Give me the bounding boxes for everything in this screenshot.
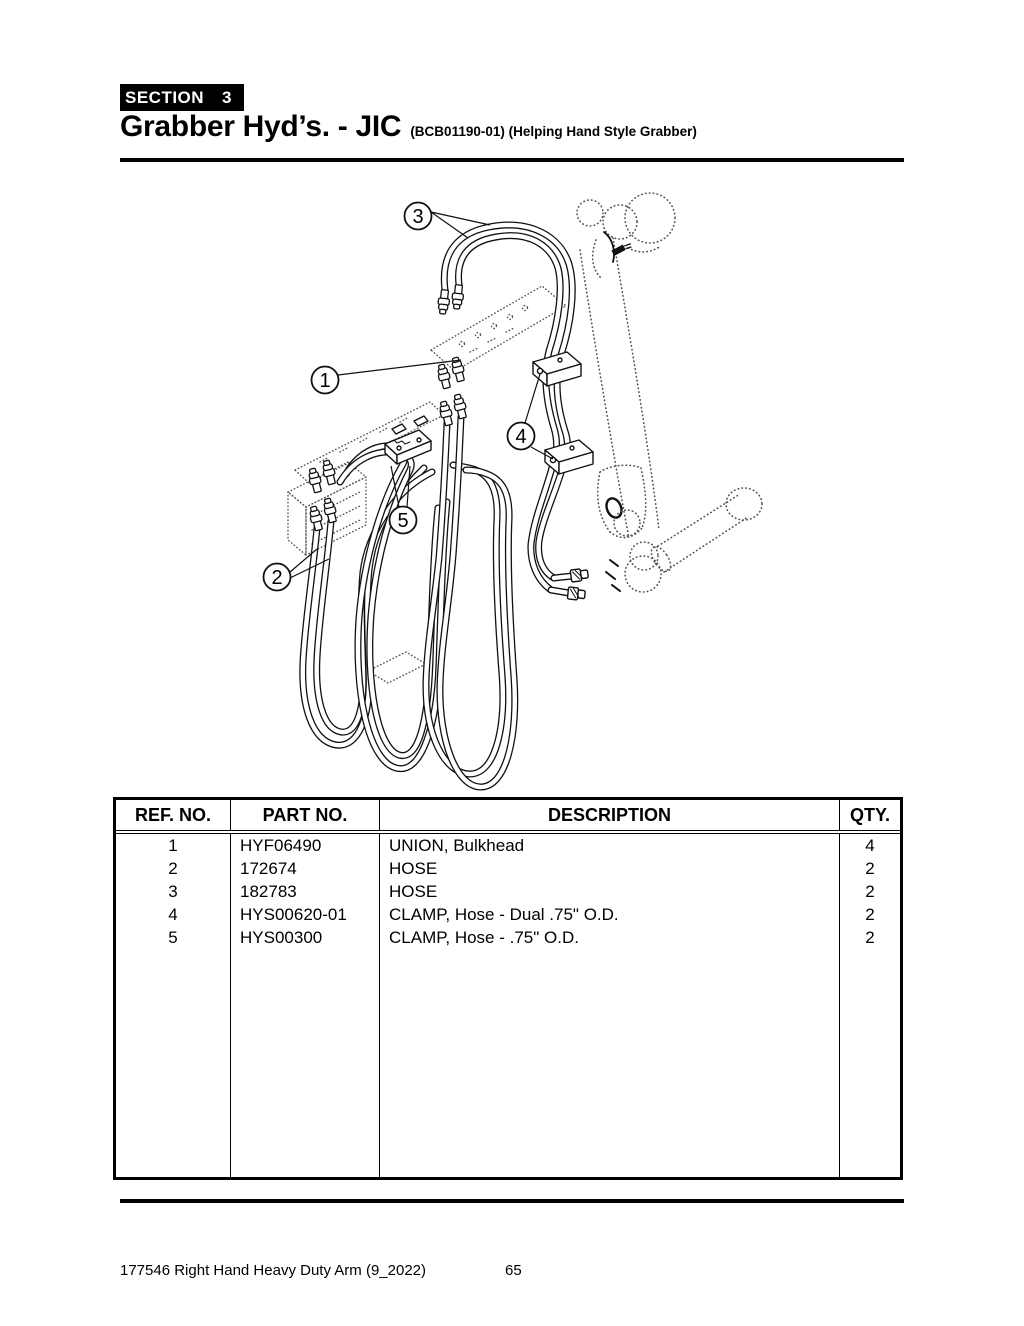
dual-hose-clamp-lower <box>545 440 593 474</box>
union-fitting <box>321 459 337 485</box>
callout-1 <box>312 367 339 394</box>
ref-no: 5 <box>116 926 231 949</box>
part-desc: UNION, Bulkhead <box>380 834 840 857</box>
part-qty: 2 <box>865 859 875 878</box>
page-title: Grabber Hyd’s. - JIC <box>120 110 402 143</box>
section-number: 3 <box>222 87 232 107</box>
footer-rule <box>120 1199 904 1203</box>
section-word: SECTION <box>125 87 205 107</box>
part-desc: CLAMP, Hose - .75" O.D. <box>380 926 840 949</box>
footer-page-number: 65 <box>505 1262 522 1279</box>
table-row <box>116 880 900 903</box>
ref-no: 4 <box>116 903 231 926</box>
union-fitting <box>438 400 454 426</box>
part-desc: HOSE <box>380 857 840 880</box>
part-desc: CLAMP, Hose - Dual .75" O.D. <box>380 903 840 926</box>
part-no: HYS00620-01 <box>231 903 380 926</box>
union-fitting <box>322 497 338 523</box>
col-header-ref: REF. NO. <box>116 800 231 830</box>
union-fitting <box>308 505 324 531</box>
table-row <box>116 834 900 857</box>
union-fitting <box>307 467 323 493</box>
callout-3 <box>405 203 432 230</box>
table-row <box>116 903 900 926</box>
hose-end-fitting <box>437 289 450 314</box>
ref-no: 1 <box>116 834 231 857</box>
footer-document-name: 177546 Right Hand Heavy Duty Arm (9_2022) <box>120 1262 427 1279</box>
part-desc: HOSE <box>380 880 840 903</box>
part-qty: 4 <box>865 836 875 855</box>
page-subtitle: (BCB01190-01) (Helping Hand Style Grabber) <box>410 124 697 139</box>
hose-end-fitting <box>451 284 464 309</box>
union-fitting <box>452 393 468 419</box>
table-filler-row <box>116 949 900 1177</box>
part-no: 172674 <box>231 857 380 880</box>
callout-2 <box>264 564 291 591</box>
callout-1-number: 1 <box>319 370 331 392</box>
table-row <box>116 926 900 949</box>
callout-2-number: 2 <box>271 567 283 589</box>
hose-elbow-fittings <box>551 568 589 601</box>
callout-5-number: 5 <box>397 510 409 532</box>
callout-3-number: 3 <box>412 206 424 228</box>
part-no: HYF06490 <box>231 834 380 857</box>
col-header-part: PART NO. <box>231 800 380 830</box>
part-qty: 2 <box>865 882 875 901</box>
col-header-desc: DESCRIPTION <box>380 800 840 830</box>
parts-table-header <box>116 800 900 830</box>
dual-hose-clamp-upper <box>533 352 581 386</box>
ref-no: 3 <box>116 880 231 903</box>
phantom-arm-outline <box>577 193 762 592</box>
callout-5 <box>390 507 417 534</box>
part-qty: 2 <box>865 928 875 947</box>
part-no: HYS00300 <box>231 926 380 949</box>
col-header-qty: QTY. <box>849 805 890 825</box>
hose-clamp-pair <box>385 416 431 464</box>
callout-4-number: 4 <box>515 426 527 448</box>
parts-table <box>113 797 903 1180</box>
table-row <box>116 857 900 880</box>
ref-no: 2 <box>116 857 231 880</box>
callout-4 <box>508 423 535 450</box>
part-no: 182783 <box>231 880 380 903</box>
part-qty: 2 <box>865 905 875 924</box>
